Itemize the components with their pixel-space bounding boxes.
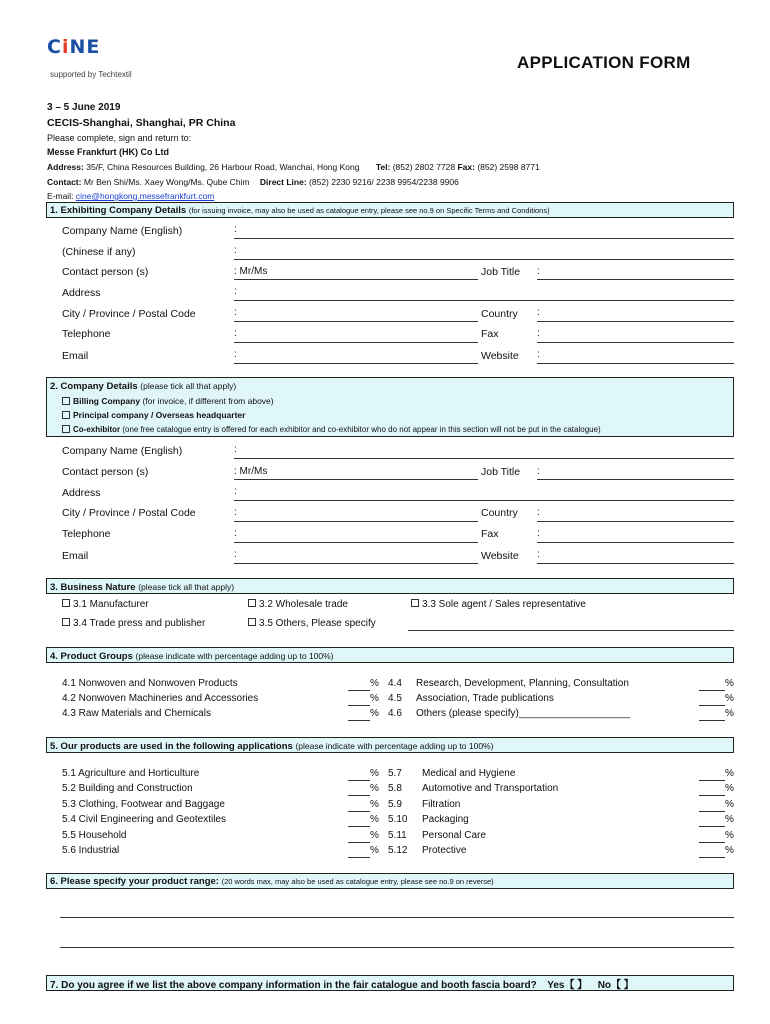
colon: : [537,549,540,560]
s5-item-label: 5.6 Industrial [62,845,120,856]
s4-percent-field[interactable] [699,720,725,721]
s5-item-number: 5.8 [388,783,402,795]
contact-person-label: Contact person (s) [62,266,149,278]
colon: : [234,224,237,235]
s5-percent-sign: % [370,814,379,826]
logo-tagline: supported by Techtextil [50,70,132,79]
s2-job-title-label: Job Title [481,466,521,478]
colon: : [234,507,237,518]
country-label: Country [481,308,518,320]
s5-item-label: 5.4 Civil Engineering and Geotextiles [62,814,226,826]
email-link[interactable]: cine@hongkong.messefrankfurt.com [75,191,215,201]
colon: : [537,466,540,477]
section-6-header: 6. Please specify your product range: (20 words max, may also be used as catalogue entry, please see no.9 on reverse) [46,873,734,889]
contact-person-field[interactable] [234,279,478,280]
organizer-address-line: Address: 35/F, China Resources Building, 26 Harbour Road, Wanchai, Hong Kong Tel: (852) 2802 7728 Fax: (852) 2598 8771 [47,162,540,172]
s5-percent-field[interactable] [348,842,370,843]
organizer-contact-line: Contact: Mr Ben Shi/Ms. Xaey Wong/Ms. Qube Chim Direct Line: (852) 2230 9216/ 2238 9954/2238 9906 [47,177,459,187]
s5-item-label: 5.2 Building and Construction [62,783,193,795]
billing-company-option[interactable]: Billing Company (for invoice, if different from above) [62,396,274,406]
section-2-title: 2. Company Details (please tick all that apply) [50,381,237,392]
s2-fax-field[interactable] [537,542,734,543]
s5-percent-field[interactable] [348,795,370,796]
s4-item-label: 4.3 Raw Materials and Chemicals [62,708,211,719]
product-range-line-1[interactable] [60,917,734,918]
address-label: Address [62,287,101,299]
s4-percent-field[interactable] [348,690,370,691]
s5-item-label: Protective [422,845,467,856]
s4-percent-field[interactable] [699,690,725,691]
website-label: Website [481,350,519,362]
checkbox[interactable] [248,618,256,626]
organizer-name: Messe Frankfurt (HK) Co Ltd [47,147,170,157]
colon: : [537,349,540,360]
s5-percent-sign: % [725,814,734,826]
others-specify-field[interactable] [408,630,734,631]
s4-percent-sign: % [370,693,379,704]
s4-percent-sign: % [725,693,734,704]
s2-website-field[interactable] [537,563,734,564]
s5-item-label: Personal Care [422,829,486,841]
product-range-line-2[interactable] [60,947,734,948]
city-label: City / Province / Postal Code [62,308,196,320]
s4-item-label: Association, Trade publications [416,693,554,704]
s2-job-title-field[interactable] [537,479,734,480]
colon: : [234,549,237,560]
s5-percent-field[interactable] [348,780,370,781]
website-field[interactable] [537,363,734,364]
s2-fax-label: Fax [481,528,499,540]
country-field[interactable] [537,321,734,322]
s5-percent-sign: % [370,783,379,795]
s2-company-name-field[interactable] [234,458,734,459]
cine-logo: CiNE [47,36,101,58]
colon: : [234,528,237,539]
s4-item-number: 4.4 [388,678,402,689]
checkbox[interactable] [62,618,70,626]
option-3-4[interactable]: 3.4 Trade press and publisher [62,618,205,629]
s5-percent-sign: % [370,798,379,810]
s5-percent-sign: % [370,768,379,779]
checkbox[interactable] [62,599,70,607]
s2-address-label: Address [62,487,101,499]
s5-percent-field[interactable] [699,826,725,827]
colon: : [234,328,237,339]
s5-percent-field[interactable] [348,811,370,812]
checkbox[interactable] [62,411,70,419]
colon: : [537,528,540,539]
organizer-email-line: E-mail: cine@hongkong.messefrankfurt.com [47,191,215,201]
s5-percent-field[interactable] [699,857,725,858]
company-name-label: Company Name (English) [62,225,183,237]
s4-item-number: 4.6 [388,708,402,719]
colon: : [234,444,237,455]
s4-item-label: Others (please specify)____________________ [416,708,631,719]
s5-item-label: 5.3 Clothing, Footwear and Baggage [62,798,225,810]
s5-item-label: Medical and Hygiene [422,768,516,779]
checkbox[interactable] [62,397,70,405]
city-field[interactable] [234,321,478,322]
section-5-header: 5. Our products are used in the following applications (please indicate with percentage adding up to 100%) [46,737,734,753]
s5-item-label: 5.1 Agriculture and Horticulture [62,768,200,779]
s5-percent-field[interactable] [699,842,725,843]
section-3-header: 3. Business Nature (please tick all that apply) [46,578,734,594]
s5-percent-field[interactable] [699,780,725,781]
s2-website-label: Website [481,550,519,562]
colon: : [537,328,540,339]
s4-percent-sign: % [370,678,379,689]
checkbox[interactable] [62,425,70,433]
fax-label: Fax [481,328,499,340]
s2-city-field[interactable] [234,521,478,522]
s2-telephone-label: Telephone [62,528,111,540]
s5-item-label: Packaging [422,814,469,826]
s5-percent-sign: % [725,829,734,841]
s2-contact-person-field[interactable] [234,479,478,480]
s2-email-field[interactable] [234,563,478,564]
s5-percent-field[interactable] [348,857,370,858]
event-venue: CECIS-Shanghai, Shanghai, PR China [47,117,236,129]
s5-percent-sign: % [725,845,734,856]
s2-country-label: Country [481,507,518,519]
s4-percent-field[interactable] [348,705,370,706]
s2-country-field[interactable] [537,521,734,522]
s4-item-label: 4.1 Nonwoven and Nonwoven Products [62,678,238,689]
s5-percent-field[interactable] [348,826,370,827]
option-3-5[interactable]: 3.5 Others, Please specify [248,618,376,629]
s5-percent-sign: % [725,783,734,795]
s4-percent-field[interactable] [348,720,370,721]
s5-item-number: 5.10 [388,814,408,826]
principal-company-option[interactable]: Principal company / Overseas headquarter [62,410,245,420]
yes-option[interactable]: Yes【 】 [547,980,588,991]
colon: : [537,266,540,277]
s2-contact-title-prefix: : Mr/Ms [234,466,268,477]
s5-percent-sign: % [725,798,734,810]
s5-item-label: Filtration [422,798,461,810]
telephone-label: Telephone [62,328,111,340]
chinese-name-label: (Chinese if any) [62,246,136,258]
checkbox[interactable] [411,599,419,607]
s5-percent-field[interactable] [699,811,725,812]
s5-item-number: 5.7 [388,768,402,779]
s2-contact-person-label: Contact person (s) [62,466,149,478]
page-title: APPLICATION FORM [517,53,691,72]
s5-percent-field[interactable] [699,795,725,796]
company-name-field[interactable] [234,238,734,239]
colon: : [234,286,237,297]
colon: : [537,307,540,318]
s5-percent-sign: % [370,845,379,856]
checkbox[interactable] [248,599,256,607]
option-3-2[interactable]: 3.2 Wholesale trade [248,599,348,610]
telephone-field[interactable] [234,342,478,343]
event-dates: 3 – 5 June 2019 [47,102,121,113]
s5-percent-sign: % [725,768,734,779]
colon: : [234,307,237,318]
s2-company-name-label: Company Name (English) [62,445,183,457]
colon: : [234,349,237,360]
address-field[interactable] [234,300,734,301]
fax-field[interactable] [537,342,734,343]
option-3-3[interactable]: 3.3 Sole agent / Sales representative [411,599,586,610]
colon: : [234,245,237,256]
s5-item-number: 5.12 [388,845,408,856]
email-label: Email [62,350,89,362]
instruction-text: Please complete, sign and return to: [47,133,192,143]
s2-email-label: Email [62,550,89,562]
s4-percent-field[interactable] [699,705,725,706]
co-exhibitor-option[interactable]: Co-exhibitor (one free catalogue entry is offered for each exhibitor and co-exhibitor who do not appear in this section will not be put in the catalogue) [62,425,601,434]
s5-item-number: 5.9 [388,798,402,810]
chinese-name-field[interactable] [234,259,734,260]
s4-percent-sign: % [725,708,734,719]
s5-percent-sign: % [370,829,379,841]
s4-item-number: 4.5 [388,693,402,704]
s5-item-number: 5.11 [388,829,407,841]
section-4-header: 4. Product Groups (please indicate with percentage adding up to 100%) [46,647,734,663]
job-title-field[interactable] [537,279,734,280]
email-field[interactable] [234,363,478,364]
s4-item-label: Research, Development, Planning, Consultation [416,678,629,689]
no-option[interactable]: No【 】 [597,980,634,991]
s4-percent-sign: % [370,708,379,719]
section-7-question: 7. Do you agree if we list the above company information in the fair catalogue and booth fascia board? Yes【 】 No【 】 [46,975,734,991]
option-3-1[interactable]: 3.1 Manufacturer [62,599,149,610]
contact-title-prefix: : Mr/Ms [234,266,268,277]
s4-item-label: 4.2 Nonwoven Machineries and Accessories [62,693,259,704]
colon: : [234,486,237,497]
s2-telephone-field[interactable] [234,542,478,543]
s5-item-label: 5.5 Household [62,829,127,841]
s2-address-field[interactable] [234,500,734,501]
section-1-header: 1. Exhibiting Company Details (for issuing invoice, may also be used as catalogue entry, please see no.9 on Specific Terms and Conditions) [46,202,734,218]
s2-city-label: City / Province / Postal Code [62,507,196,519]
colon: : [537,507,540,518]
job-title-label: Job Title [481,266,521,278]
s5-item-label: Automotive and Transportation [422,783,559,795]
s4-percent-sign: % [725,678,734,689]
